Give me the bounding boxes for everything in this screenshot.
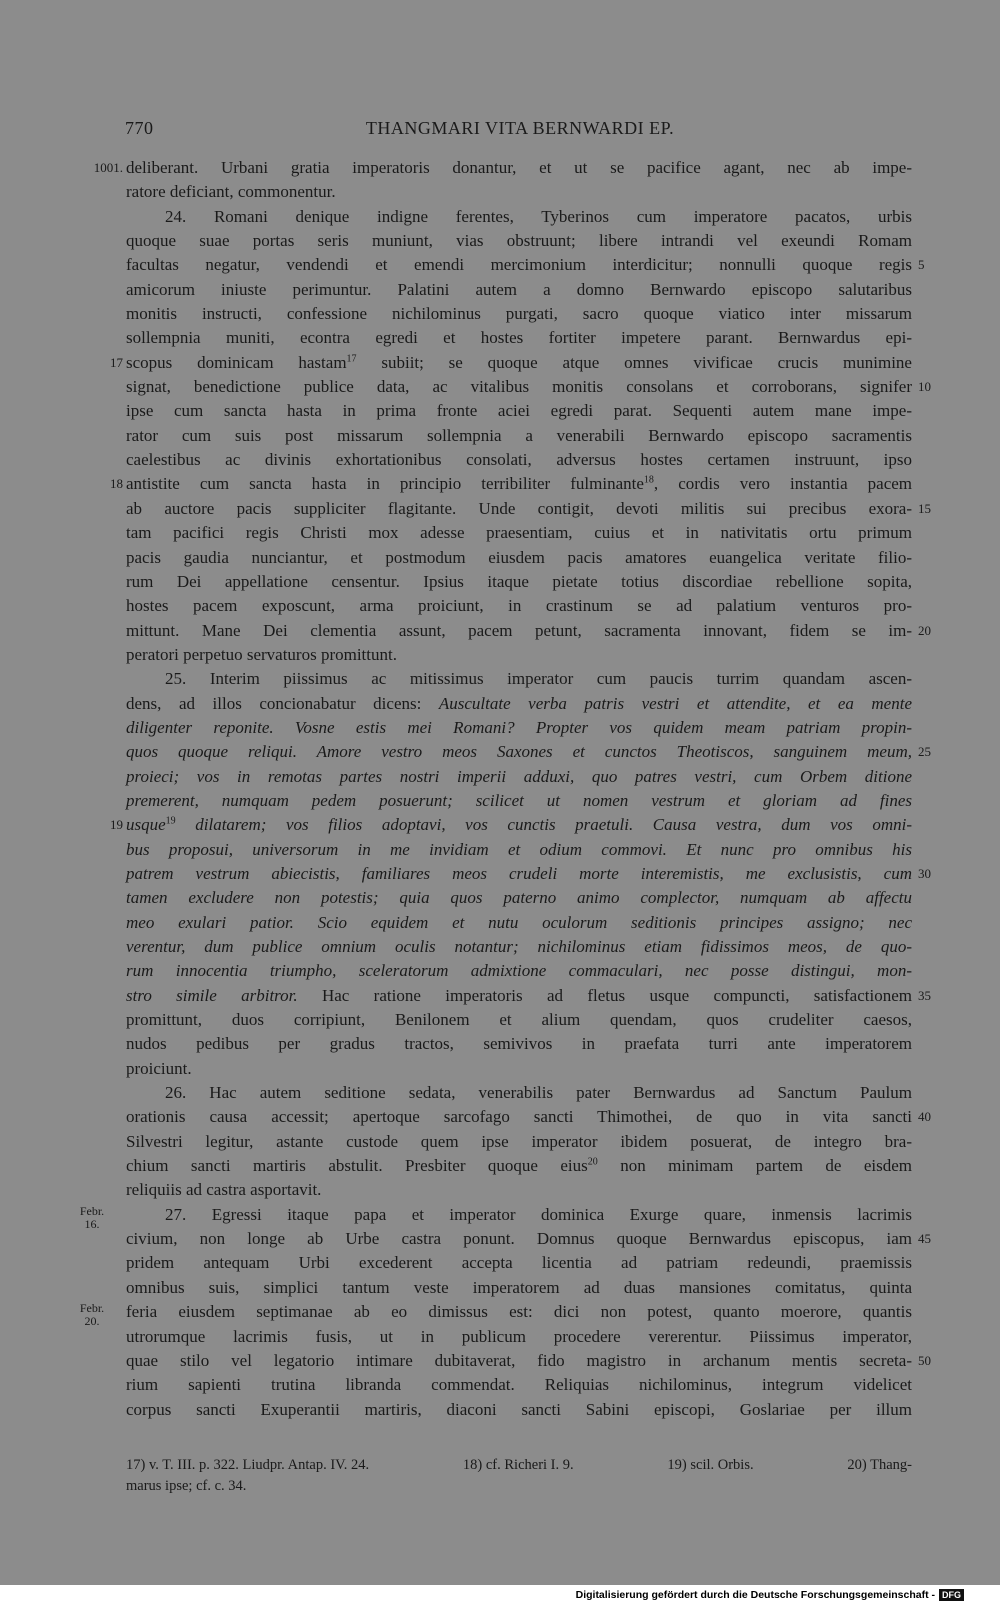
text-line [0,351,1000,375]
footnote-20: 20) Thang- [847,1457,912,1473]
line-text: monitis instructi, confessione nichilominus purgati, sacro quoque viatico inter missarum [126,304,912,324]
text-line [0,1373,1000,1397]
line-text: patrem vestrum abiecistis, familiares meos crudeli morte interemistis, me exclusistis, cum [126,863,912,883]
text-line [0,253,1000,277]
text-line [0,667,1000,691]
line-text: 26. Hac autem seditione sedata, venerabilis pater Bernwardus ad Sanctum Paulum [165,1083,912,1103]
text-line [0,278,1000,302]
text-line [0,813,1000,837]
text-line [0,1154,1000,1178]
text-line [0,399,1000,423]
text-line [0,521,1000,545]
line-number-right: 20 [918,622,931,638]
text-line [0,1178,1000,1202]
text-line [0,1349,1000,1373]
margin-note-left: 18 [110,476,123,492]
text-line [0,229,1000,253]
text-line [0,497,1000,521]
line-text: amicorum iniuste perimuntur. Palatini autem a domno Bernwardo episcopo salutaribus [126,279,912,299]
line-text: pridem antequam Urbi excederent accepta licentia ad patriam redeundi, praemissis [126,1253,912,1273]
text-line [0,205,1000,229]
line-number-right: 15 [918,500,931,516]
line-text: rum Dei appellatione censentur. Ipsius itaque pietate totius discordiae rebellione sopita, [126,571,912,591]
text-line [0,1008,1000,1032]
line-text: utrorumque lacrimis fusis, ut in publicum procedere vererentur. Piissimus imperator, [126,1326,912,1346]
line-text: stro simile arbitror. Hac ratione imperatoris ad fletus usque compuncti, satisfactionem [126,985,912,1005]
line-text: peratori perpetuo servaturos promittunt. [126,644,397,664]
line-text: rium sapienti trutina libranda commendat. Reliquias nichilominus, integrum videlicet [126,1375,912,1395]
text-line [0,375,1000,399]
margin-date-part: Febr. [79,1301,105,1316]
line-text: corpus sancti Exuperantii martiris, diaconi sancti Sabini episcopi, Goslariae per illum [126,1399,912,1419]
text-line [0,156,1000,180]
line-text: dens, ad illos concionabatur dicens: Auscultate verba patris vestri et attendite, et ea mente [126,693,912,713]
line-text: omnibus suis, simplici tantum veste imperatorem ad duas mansiones comitatus, quinta [126,1277,912,1297]
line-text: civium, non longe ab Urbe castra ponunt. Domnus quoque Bernwardus episcopus, iam [126,1229,912,1249]
line-number-right: 10 [918,379,931,395]
line-text: quos quoque reliqui. Amore vestro meos Saxones et cunctos Theotiscos, sanguinem meum, [126,742,912,762]
text-line [0,959,1000,983]
credit-text: Digitalisierung gefördert durch die Deutsche Forschungsgemeinschaft - [575,1589,935,1601]
text-line [0,643,1000,667]
line-text: caelestibus ac divinis exhortationibus consolati, adversus hostes certamen instruunt, ipso [126,450,912,470]
text-line [0,619,1000,643]
footnotes [126,1455,912,1497]
line-number-right: 45 [918,1231,931,1247]
margin-note-left: 19 [110,817,123,833]
footnote-20-continued: marus ipse; cf. c. 34. [126,1478,247,1494]
line-text: scopus dominicam hastam$^{17}$ subiit; se quoque atque omnes vivificae crucis munimine [126,352,912,372]
line-text: sollempnia muniti, econtra egredi et hostes fortiter impetere parant. Bernwardus epi- [126,328,912,348]
margin-date-part: 16. [84,1216,100,1231]
text-line [0,1130,1000,1154]
text-line [0,862,1000,886]
line-text: facultas negatur, vendendi et emendi mercimonium interdicitur; nonnulli quoque regis [126,255,912,275]
text-line [0,302,1000,326]
text-line [0,1057,1000,1081]
text-line [0,789,1000,813]
line-text: ratore deficiant, commonentur. [126,182,336,202]
text-line [0,1300,1000,1329]
line-text: quoque suae portas seris muniunt, vias obstruunt; libere intrandi vel exeundi Romam [126,231,912,251]
page-number: 770 [125,118,154,138]
line-text: quae stilo vel legatorio intimare dubitaverat, fido magistro in archanum mentis secreta- [126,1350,912,1370]
line-text: deliberant. Urbani gratia imperatoris donantur, et ut se pacifice agant, nec ab impe- [126,158,912,177]
text-line [0,1032,1000,1056]
text-line [0,765,1000,789]
digitization-credit [576,1589,964,1601]
margin-note-left: 17 [110,354,123,370]
line-text: orationis causa accessit; apertoque sarcofago sancti Thimothei, de quo in vita sancti [126,1107,912,1127]
line-text: 27. Egressi itaque papa et imperator dominica Exurge quare, inmensis lacrimis [165,1204,912,1224]
text-line [0,1398,1000,1422]
text-line [0,1203,1000,1231]
line-text: hostes pacem exposcunt, arma proiciunt, in crastinum se ad palatium venturos pro- [126,596,912,616]
body-text [0,156,1000,1422]
line-text: reliquiis ad castra asportavit. [126,1180,322,1200]
text-line [0,1081,1000,1105]
line-text: signat, benedictione publice data, ac vitalibus monitis consolans et corroborans, signifer [126,377,912,397]
text-line [0,472,1000,496]
line-text: rum innocentia triumpho, sceleratorum admixtione commaculari, nec posse distingui, mon- [126,961,912,981]
line-text: rator cum suis post missarum sollempnia a venerabili Bernwardo episcopo sacramentis [126,425,912,445]
text-line [0,740,1000,764]
line-text: 24. Romani denique indigne ferentes, Tyberinos cum imperatore pacatos, urbis [165,206,912,226]
text-line [0,326,1000,350]
text-line [0,838,1000,862]
text-line [0,911,1000,935]
line-text: proieci; vos in remotas partes nostri imperii adduxi, quo patres vestri, cum Orbem ditione [126,766,912,786]
text-line [0,984,1000,1008]
running-title: THANGMARI VITA BERNWARDI EP. [365,118,675,138]
line-text: mittunt. Mane Dei clementia assunt, pacem petunt, sacramenta innovant, fidem se im- [126,620,912,640]
margin-date-part: Febr. [79,1203,105,1218]
text-line [0,1276,1000,1300]
line-text: Silvestri legitur, astante custode quem ipse imperator ibidem posuerat, de integro bra- [126,1131,912,1151]
line-text: nudos pedibus per gradus tractos, semivivos in praefata turri ante imperatorem [126,1034,912,1054]
text-line [0,424,1000,448]
footnote-19: 19) scil. Orbis. [667,1457,754,1473]
text-line [0,546,1000,570]
line-text: promittunt, duos corripiunt, Benilonem et alium quendam, quos crudeliter caesos, [126,1010,912,1030]
line-text: tam pacifici regis Christi mox adesse praesentiam, cuius et in nativitatis ortu primum [126,523,912,543]
line-number-right: 50 [918,1352,931,1368]
line-number-right: 40 [918,1109,931,1125]
line-text: bus proposui, universorum in me invidiam et odium commovi. Et nunc pro omnibus his [126,839,912,859]
text-line [0,1227,1000,1251]
dfg-logo: DFG [939,1589,964,1601]
line-number-right: 30 [918,865,931,881]
line-text: meo exulari patior. Scio equidem et nutu oculorum seditionis principes assigno; nec [126,912,912,932]
line-text: 25. Interim piissimus ac mitissimus imperator cum paucis turrim quandam ascen- [165,669,912,689]
line-text: premerent, numquam pedem posuerunt; scilicet ut nomen vestrum et gloriam ad fines [126,790,912,810]
text-line [0,1105,1000,1129]
margin-date-part: 20. [84,1314,100,1329]
text-line [0,692,1000,716]
line-text: ipse cum sancta hasta in prima fronte aciei egredi parat. Sequenti autem mane impe- [126,401,912,421]
text-line [0,594,1000,618]
line-text: antistite cum sancta hasta in principio terribiliter fulminante$^{18}$, cordis vero instantia pacem [126,474,913,494]
line-text: chium sancti martiris abstulit. Presbiter quoque eius$^{20}$ non minimam partem de eisdem [126,1156,912,1176]
text-line [0,448,1000,472]
text-line [0,180,1000,204]
footnote-18: 18) cf. Richeri I. 9. [462,1457,574,1473]
line-text: diligenter reponite. Vosne estis mei Romani? Propter vos quidem meam patriam propin- [126,717,912,737]
line-text: tamen excludere non potestis; quia quos paterno animo complector, numquam ab affectu [126,888,912,908]
line-text: pacis gaudia nunciantur, et postmodum eiusdem pacis amatores euangelica veritate filio- [126,547,912,567]
footnote-17: 17) v. T. III. p. 322. Liudpr. Antap. IV. 24. [126,1457,370,1473]
line-number-right: 5 [918,257,925,273]
line-number-right: 35 [918,987,931,1003]
text-line [0,1325,1000,1349]
text-line [0,935,1000,959]
line-text: proiciunt. [126,1058,192,1078]
text-line [0,886,1000,910]
margin-note-left: 1001. [93,160,123,175]
line-text: verentur, dum publice omnium oculis notantur; nichilominus etiam fidissimos meos, de quo- [126,937,912,956]
line-text: ab auctore pacis suppliciter flagitante. Unde contigit, devoti militis sui precibus exora- [126,498,912,518]
line-number-right: 25 [918,744,931,760]
line-text: feria eiusdem septimanae ab eo dimissus est: dici non potest, quanto moerore, quantis [126,1302,912,1322]
line-text: usque$^{19}$ dilatarem; vos filios adoptavi, vos cunctis praetuli. Causa vestra, dum vos omni- [126,815,913,835]
text-line [0,716,1000,740]
text-line [0,570,1000,594]
text-line [0,1251,1000,1275]
